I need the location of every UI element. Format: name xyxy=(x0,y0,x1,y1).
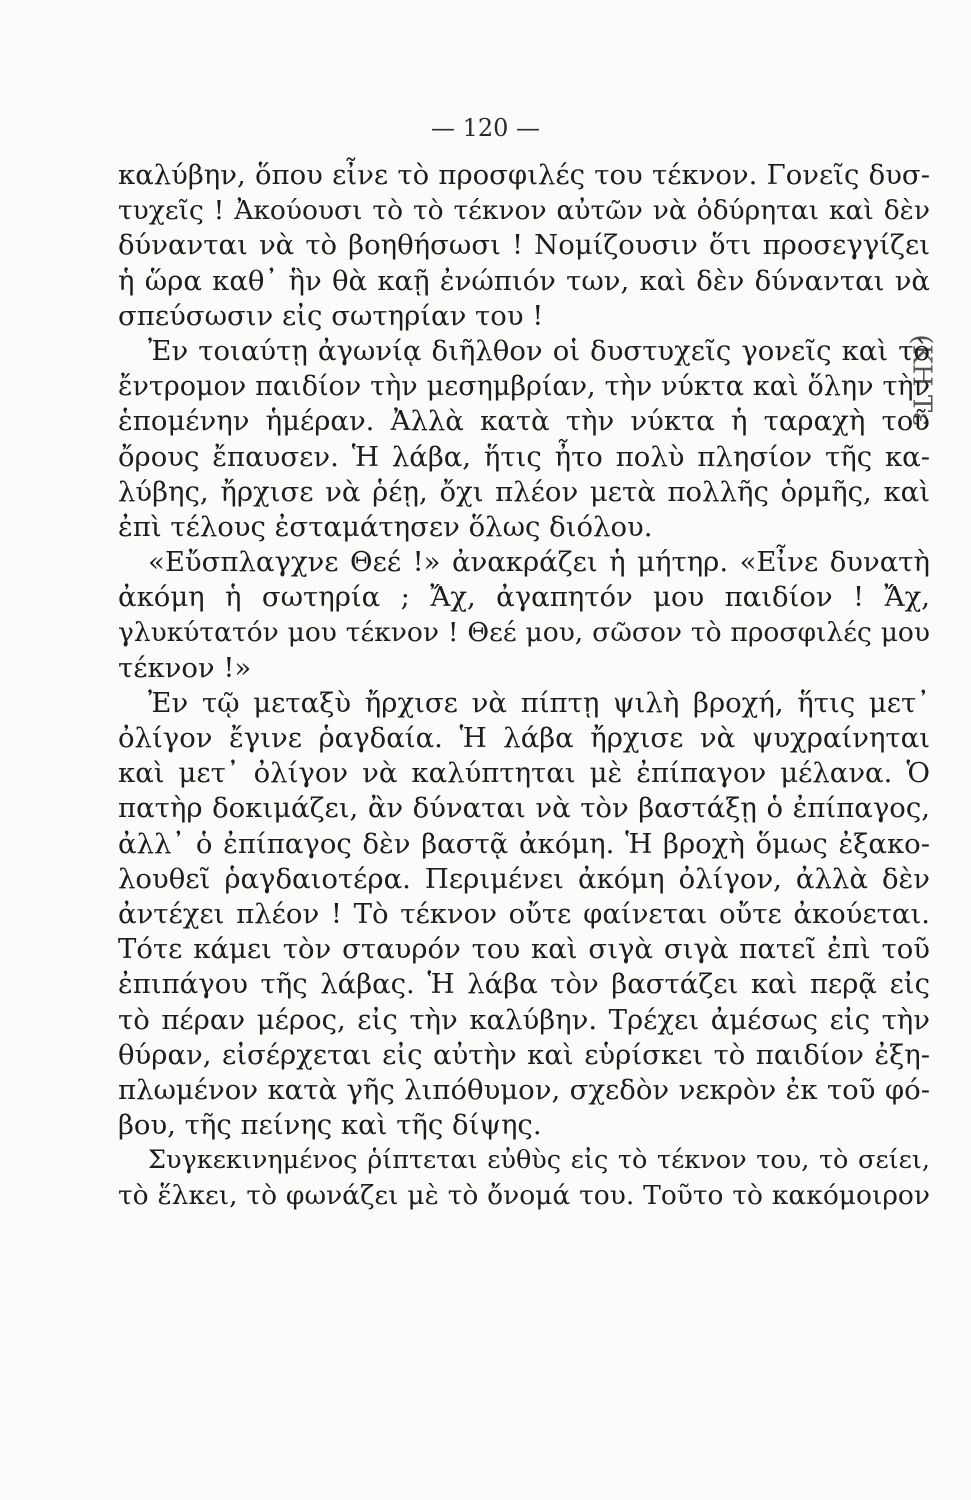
text-line: γλυκύτατόν μου τέκνον ! Θεέ μου, σῶσον τὸ προσφιλές μου xyxy=(118,617,930,649)
text-line: λουθεῖ ῥαγδαιοτέρα. Περιμένει ἀκόμη ὀλίγον, ἀλλὰ δὲν xyxy=(118,862,930,895)
text-line: πατὴρ δοκιμάζει, ἂν δύναται νὰ τὸν βαστάξῃ ὁ ἐπίπαγος, xyxy=(118,792,930,825)
text-line: «Εὔσπλαγχνε Θεέ !» ἀνακράζει ἡ μήτηρ. «Εἶνε δυνατὴ xyxy=(148,546,930,579)
text-line: καλύβην, ὅπου εἶνε τὸ προσφιλές του τέκνον. Γονεῖς δυσ- xyxy=(118,159,930,191)
text-line: ἐπὶ τέλους ἐσταμάτησεν ὅλως διόλου. xyxy=(118,510,653,543)
text-line: πλωμένον κατὰ γῆς λιπόθυμον, σχεδὸν νεκρὸν ἐκ τοῦ φό- xyxy=(118,1073,930,1106)
text-line: ὀλίγον ἔγινε ῥαγδαία. Ἡ λάβα ἤρχισε νὰ ψυχραίνηται xyxy=(118,722,930,754)
text-line: ἑπομένην ἡμέραν. Ἀλλὰ κατὰ τὴν νύκτα ἡ ταραχὴ τοῦ xyxy=(118,405,930,438)
text-line: ἐπιπάγου τῆς λάβας. Ἡ λάβα τὸν βαστάζει καὶ περᾷ εἰς xyxy=(118,968,930,1001)
text-line: ἀκόμη ἡ σωτηρία ; Ἄχ, ἀγαπητόν μου παιδίον ! Ἄχ, xyxy=(118,581,930,614)
text-line: τυχεῖς ! Ἀκούουσι τὸ τὸ τέκνον αὐτῶν νὰ ὀδύρηται καὶ δὲν xyxy=(118,195,930,227)
margin-annotation: (ΚΗ Τε xyxy=(906,334,937,426)
text-line: βου, τῆς πείνης καὶ τῆς δίψης. xyxy=(118,1109,542,1142)
text-line: λύβης, ἤρχισε νὰ ῥέῃ, ὄχι πλέον μετὰ πολλῆς ὁρμῆς, καὶ xyxy=(118,475,930,508)
text-line: Τότε κάμει τὸν σταυρόν του καὶ σιγὰ σιγὰ πατεῖ ἐπὶ τοῦ xyxy=(118,933,930,966)
text-line: σπεύσωσιν εἰς σωτηρίαν του ! xyxy=(118,299,544,332)
text-line: Συγκεκινημένος ῥίπτεται εὐθὺς εἰς τὸ τέκνον του, τὸ σείει, xyxy=(148,1145,930,1176)
text-line: ἔντρομον παιδίον τὴν μεσημβρίαν, τὴν νύκτα καὶ ὅλην τὴν xyxy=(118,371,930,403)
text-line: ἀντέχει πλέον ! Τὸ τέκνον οὔτε φαίνεται οὔτε ἀκούεται. xyxy=(118,897,930,930)
text-line: Ἐν τῷ μεταξὺ ἤρχισε νὰ πίπτῃ ψιλὴ βροχή, ἥτις μετ᾽ xyxy=(148,686,930,719)
text-line: ἡ ὥρα καθ᾽ ἣν θὰ καῇ ἐνώπιόν των, καὶ δὲν δύνανται νὰ xyxy=(118,264,930,297)
text-line: τὸ ἕλκει, τὸ φωνάζει μὲ τὸ ὄνομά του. Τοῦτο τὸ κακόμοιρον xyxy=(118,1180,930,1212)
text-line: θύραν, εἰσέρχεται εἰς αὐτὴν καὶ εὑρίσκει τὸ παιδίον ἐξη- xyxy=(118,1038,930,1071)
text-line: δύνανται νὰ τὸ βοηθήσωσι ! Νομίζουσιν ὅτι προσεγγίζει xyxy=(118,229,930,262)
page-number: — 120 — xyxy=(430,114,541,142)
text-line: τὸ πέραν μέρος, εἰς τὴν καλύβην. Τρέχει ἀμέσως εἰς τὴν xyxy=(118,1003,930,1036)
text-line: ἀλλ᾽ ὁ ἐπίπαγος δὲν βαστᾷ ἀκόμη. Ἡ βροχὴ ὅμως ἐξακο- xyxy=(118,827,930,860)
text-line: καὶ μετ᾽ ὀλίγον νὰ καλύπτηται μὲ ἐπίπαγον μέλανα. Ὁ xyxy=(118,757,930,790)
body-text xyxy=(118,158,930,1214)
text-line: Ἐν τοιαύτῃ ἀγωνίᾳ διῆλθον οἱ δυστυχεῖς γονεῖς καὶ τὸ xyxy=(148,334,930,367)
text-line: τέκνον !» xyxy=(118,651,252,684)
text-line: ὄρους ἔπαυσεν. Ἡ λάβα, ἥτις ἦτο πολὺ πλησίον τῆς κα- xyxy=(118,440,930,473)
